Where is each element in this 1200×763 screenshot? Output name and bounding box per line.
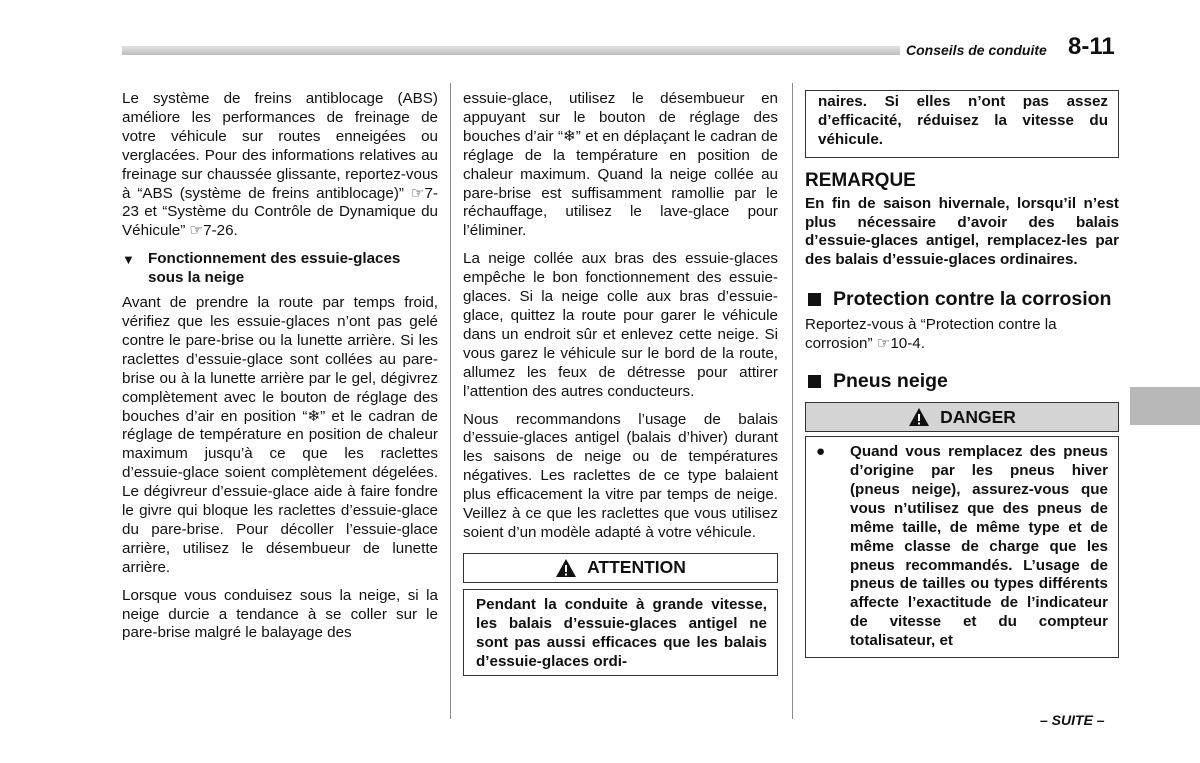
attention-box-continued (805, 90, 1119, 158)
continued-label: – SUITE – (1040, 712, 1105, 728)
subheading-text: Fonctionnement des essuie-glaces sous la neige (148, 250, 401, 287)
paragraph-winter-blades: Nous recommandons l’usage de balais d’essuie-glaces antigel (balais d’hiver) durant les saisons de neige ou de températures négatives. Les raclettes de ce type balaient plus efficacement la vitre par temps de neige. Veillez à ce que les raclettes que vous utilisez soient d’un modèle adapté à votre véhicule. (463, 410, 778, 541)
paragraph-defogger: essuie-glace, utilisez le désembueur en appuyant sur le bouton de réglage des bouches d’air “❄” et en déplaçant le cadran de réglage de la température en position de chaleur maximum. Quand la neige collée au pare-brise est suffisamment ramollie par le réchauffage, utilisez le lave-glace pour l’éliminer. (463, 90, 778, 240)
section-heading-corrosion (805, 288, 1119, 310)
attention-banner (463, 553, 778, 583)
danger-banner (805, 402, 1119, 432)
paragraph-corrosion: Reportez-vous à “Protection contre la corrosion” ☞10-4. (805, 316, 1057, 353)
danger-label: DANGER (940, 406, 1016, 427)
danger-bullet-item (816, 443, 1108, 651)
header-rule (122, 46, 900, 55)
square-bullet-icon (808, 293, 821, 306)
remark-text: En fin de saison hivernale, lorsqu’il n’est plus nécessaire d’avoir des balais d’essuie-glaces antigel, remplacez-les par des balais d’essuie-glaces ordinaires. (805, 194, 1119, 269)
paragraph-wiper-arms: La neige collée aux bras des essuie-glaces empêche le bon fonctionnement des essuie-glaces. Si la neige colle aux bras d’essuie-glace, quittez la route pour garer le véhicule dans un endroit sûr et enlevez cette neige. Si vous garez le véhicule sur le bord de la route, allumez les feux de détresse pour attirer l’attention des autres conducteurs. (463, 250, 778, 400)
danger-box (805, 436, 1119, 658)
page-number: 8-11 (1068, 33, 1115, 60)
attention-text-continued: naires. Si elles n’ont pas assez d’efficacité, réduisez la vitesse du véhicule. (818, 93, 1108, 148)
attention-text: Pendant la conduite à grande vitesse, les balais d’essuie-glaces antigel ne sont pas aussi efficaces que les balais d’essuie-glaces ordi- (476, 595, 767, 670)
column-2 (463, 90, 778, 676)
warning-icon (555, 558, 577, 578)
chapter-tab (1130, 387, 1200, 425)
attention-box (463, 589, 778, 677)
square-bullet-icon (808, 375, 821, 388)
danger-text: Quand vous remplacez des pneus d’origine par les pneus hiver (pneus neige), assurez-vous que vous n’utilisez que des pneus de même taille, de même type et de même classe de charge que les pneus recommandés. L’usage de pneus de tailles ou types différents affecte l’exactitude de l’indicateur de vitesse et du compteur totalisateur, et (850, 443, 1108, 650)
column-3 (805, 90, 1119, 658)
subheading-wipers (122, 250, 438, 288)
bullet-icon: ● (816, 443, 826, 461)
triangle-down-icon: ▼ (122, 252, 135, 268)
column-divider-2 (792, 83, 793, 719)
section-heading-text: Protection contre la corrosion (833, 288, 1112, 311)
column-divider-1 (450, 83, 451, 719)
warning-icon (908, 407, 930, 427)
attention-label: ATTENTION (587, 557, 686, 578)
remark-title: REMARQUE (805, 169, 916, 191)
paragraph-abs: Le système de freins antiblocage (ABS) améliore les performances de freinage de votre véhicule sur routes enneigées ou verglacées. Pour des informations relatives au freinage sur chaussée glissante, reportez-vous à “ABS (système de freins antiblocage)” ☞7-23 et “Système du Contrôle de Dynamique du Véhicule” ☞7-26. (122, 90, 438, 240)
paragraph-snow: Lorsque vous conduisez sous la neige, si la neige durcie a tendance à se coller sur le pare-brise malgré le balayage des (122, 586, 438, 642)
section-title: Conseils de conduite (906, 42, 1047, 58)
section-heading-text: Pneus neige (833, 370, 948, 393)
column-1 (122, 90, 438, 652)
paragraph-wipers: Avant de prendre la route par temps froid, vérifiez que les essuie-glaces n’ont pas gelé contre le pare-brise ou la lunette arrière. Si les raclettes d’essuie-glace sont collées au pare-brise ou à la lunette arrière par le gel, dégivrez complètement avec le bouton de réglage des bouches d’air en position “❄” et le cadran de réglage de température en position de chaleur maximum jusqu’à ce que les raclettes d’essuie-glace soient complètement dégelées. Le dégivreur d’essuie-glace aide à faire fondre le givre qui bloque les raclettes d’essuie-glace du pare-brise. Pour décoller l’essuie-glace arrière, utilisez le désembueur de lunette arrière. (122, 294, 438, 576)
section-heading-snow-tires (805, 370, 1119, 392)
